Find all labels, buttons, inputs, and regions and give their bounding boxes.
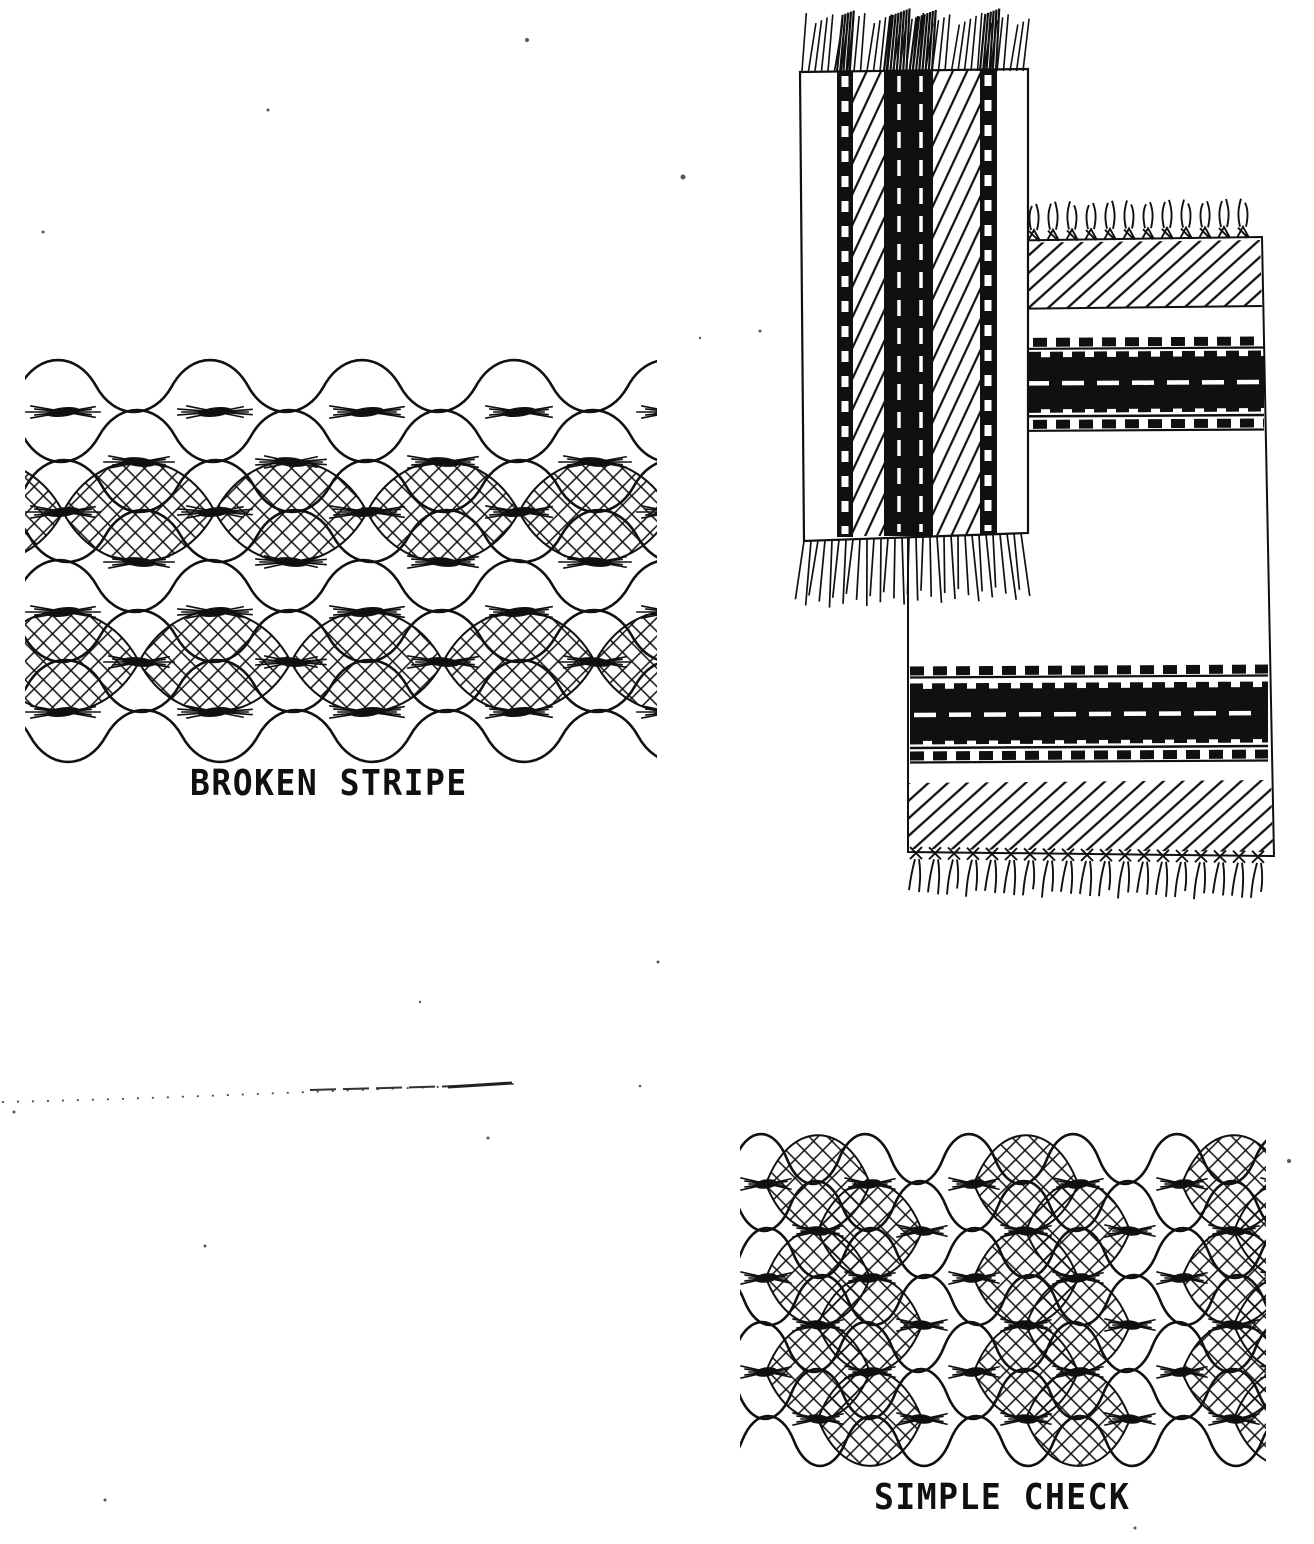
page-crease-line [0, 1070, 700, 1120]
rug-illustrations [778, 0, 1314, 915]
banded-rug [908, 199, 1274, 900]
broken-stripe-caption: BROKEN STRIPE [190, 761, 468, 804]
simple-check-caption: SIMPLE CHECK [874, 1475, 1131, 1518]
simple-check-mesh-figure [740, 1132, 1266, 1472]
striped-runner-rug [795, 8, 1029, 607]
broken-stripe-mesh-figure [25, 358, 657, 768]
